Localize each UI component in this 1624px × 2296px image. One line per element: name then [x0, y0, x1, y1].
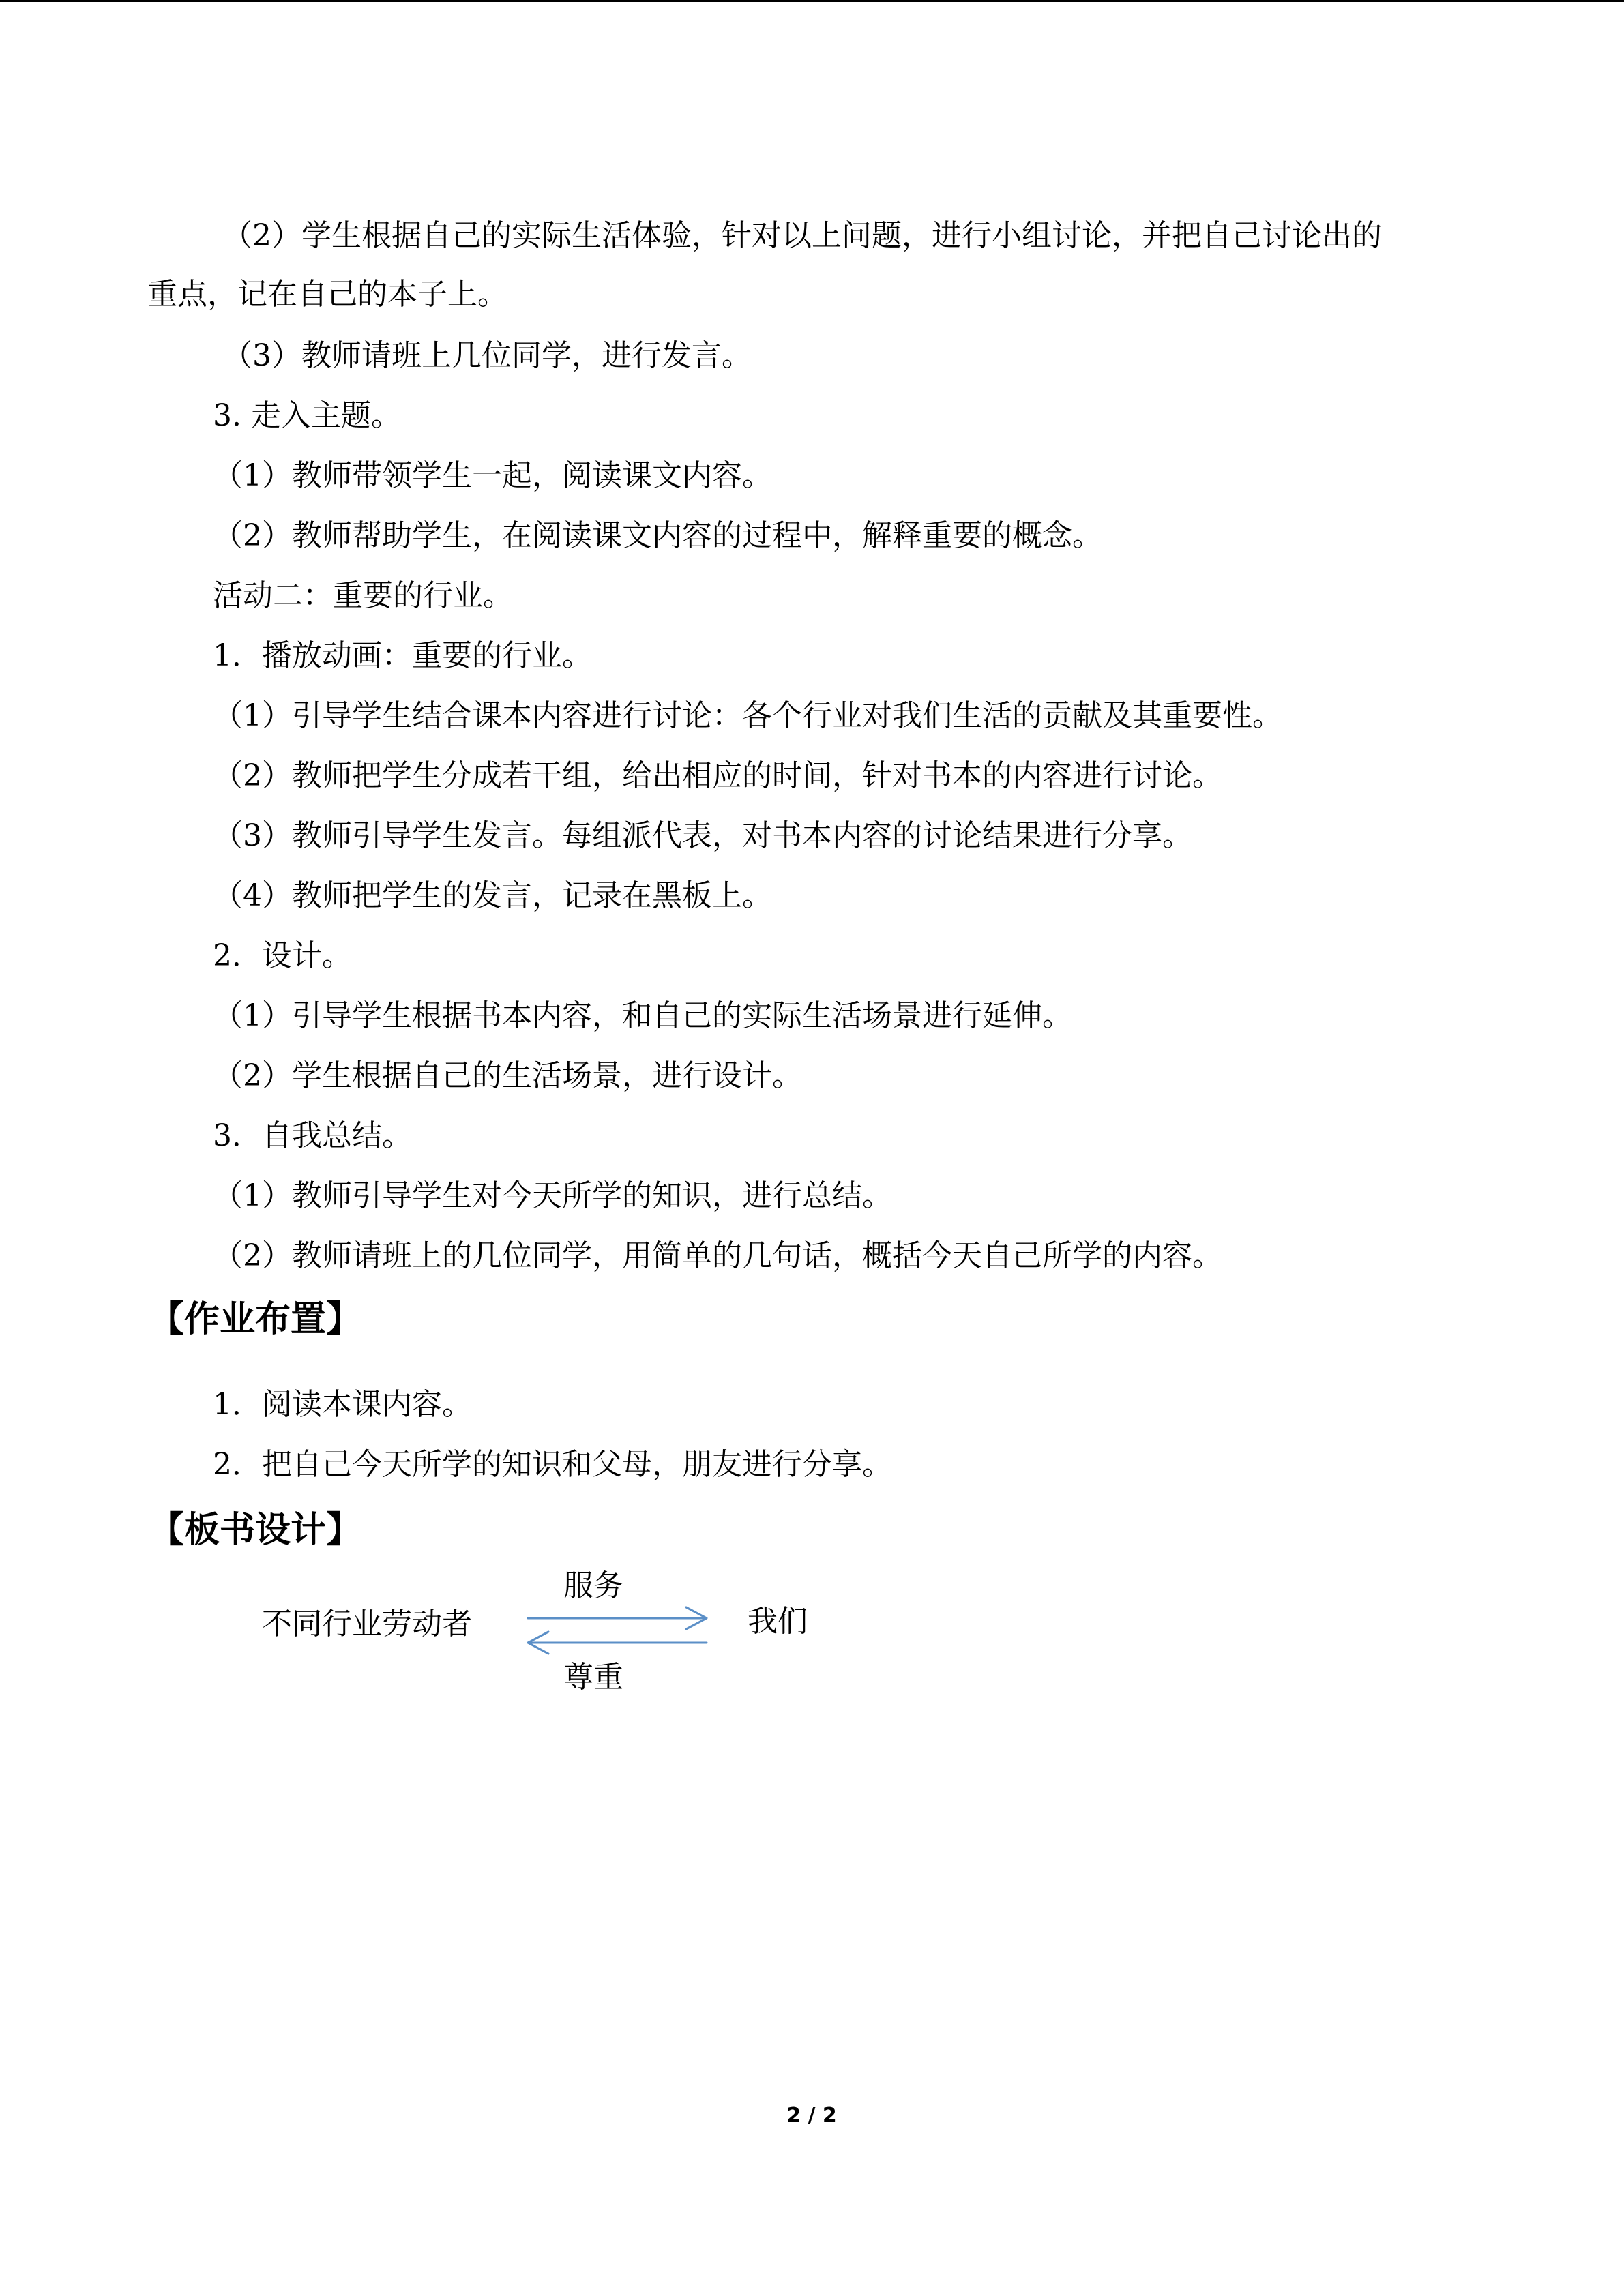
- homework-item: 1．阅读本课内容。: [213, 1387, 472, 1422]
- paragraph-line: （4）教师把学生的发言，记录在黑板上。: [213, 878, 772, 913]
- paragraph-line: 3．自我总结。: [213, 1118, 412, 1153]
- left-arrow: [528, 1632, 707, 1654]
- paragraph-line: 2．设计。: [213, 938, 352, 973]
- paragraph-line: （2）教师请班上的几位同学，用简单的几句话，概括今天自己所学的内容。: [213, 1238, 1222, 1273]
- board-top-label: 服务: [563, 1568, 623, 1603]
- page-number: 2 / 2: [786, 2104, 837, 2128]
- homework-item: 2．把自己今天所学的知识和父母，朋友进行分享。: [213, 1447, 892, 1482]
- paragraph-line: （3）教师引导学生发言。每组派代表，对书本内容的讨论结果进行分享。: [213, 818, 1192, 853]
- paragraph-line: （2）学生根据自己的生活场景，进行设计。: [213, 1058, 802, 1093]
- paragraph-line: （3）教师请班上几位同学，进行发言。: [222, 338, 752, 373]
- paragraph-line: 活动二：重要的行业。: [213, 578, 513, 613]
- homework-heading: 【作业布置】: [149, 1299, 362, 1340]
- right-arrow: [528, 1607, 707, 1629]
- board-design-heading: 【板书设计】: [149, 1510, 362, 1551]
- paragraph-line: （1）教师带领学生一起，阅读课文内容。: [213, 458, 772, 493]
- board-arrows: [518, 1599, 716, 1660]
- board-right-label: 我们: [748, 1604, 808, 1639]
- paragraph-line: （1）引导学生结合课本内容进行讨论：各个行业对我们生活的贡献及其重要性。: [213, 698, 1282, 733]
- board-left-label: 不同行业劳动者: [262, 1607, 472, 1641]
- paragraph-line: 3. 走入主题。: [213, 398, 401, 433]
- paragraph-line: （2）学生根据自己的实际生活体验，针对以上问题，进行小组讨论，并把自己讨论出的: [222, 218, 1382, 253]
- paragraph-line: （1）教师引导学生对今天所学的知识，进行总结。: [213, 1178, 892, 1213]
- paragraph-line: 重点，记在自己的本子上。: [147, 277, 507, 312]
- board-bottom-label: 尊重: [563, 1660, 623, 1695]
- paragraph-line: （2）教师帮助学生，在阅读课文内容的过程中，解释重要的概念。: [213, 518, 1102, 553]
- paragraph-line: （2）教师把学生分成若干组，给出相应的时间，针对书本的内容进行讨论。: [213, 758, 1222, 793]
- paragraph-line: 1．播放动画：重要的行业。: [213, 638, 592, 673]
- top-border-line: [0, 0, 1624, 2]
- paragraph-line: （1）引导学生根据书本内容，和自己的实际生活场景进行延伸。: [213, 998, 1072, 1033]
